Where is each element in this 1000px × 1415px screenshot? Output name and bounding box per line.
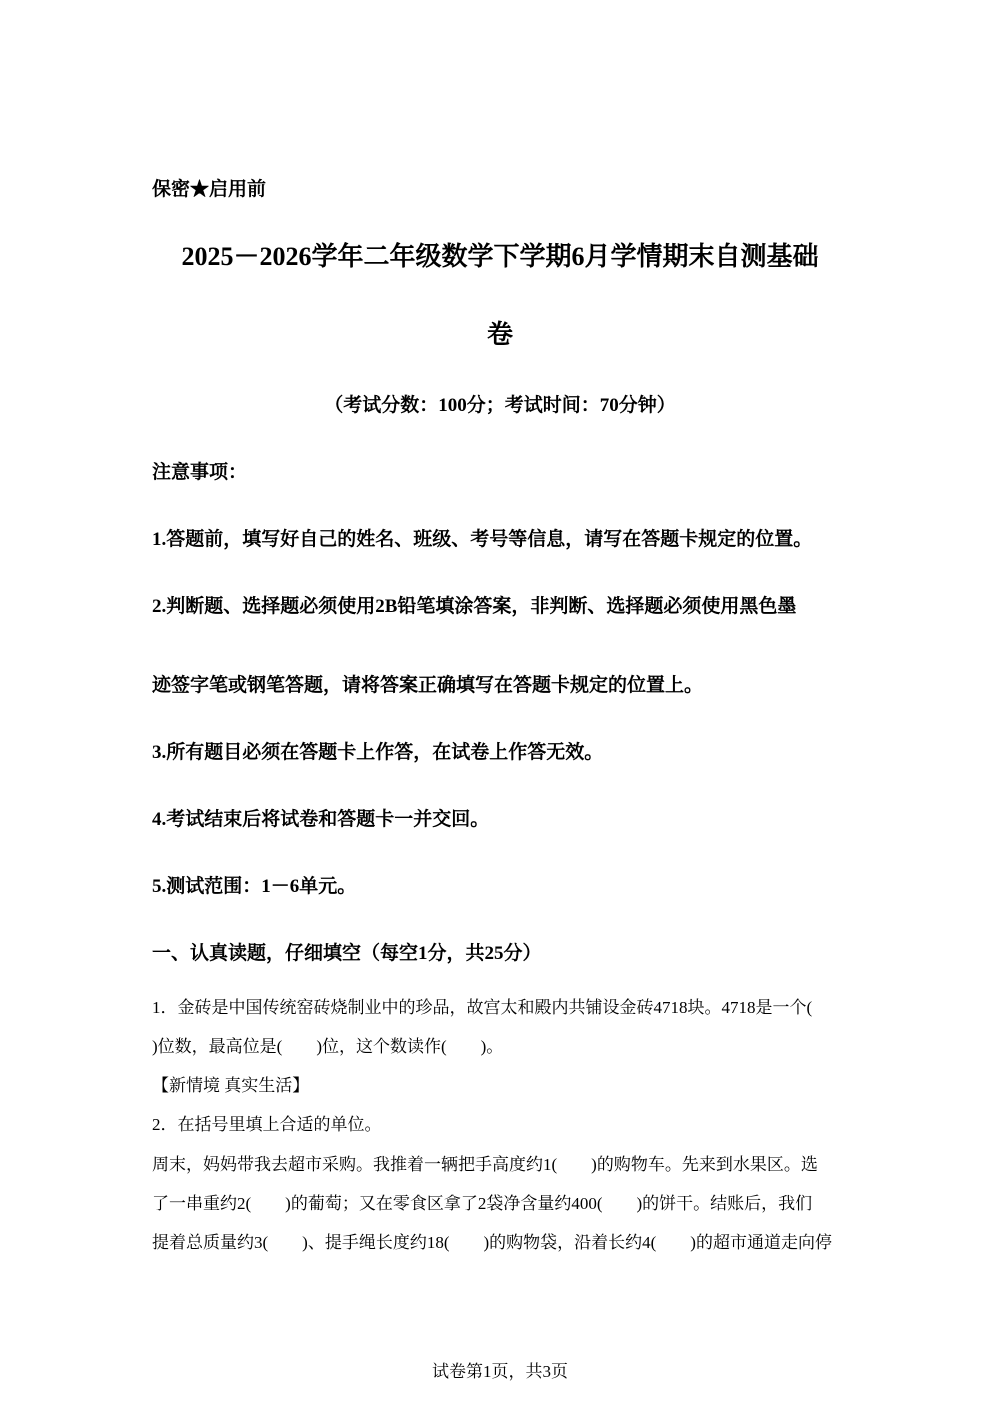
page-title-line2: 卷	[486, 320, 513, 349]
notice-item-continued: 迹签字笔或钢笔答题，请将答案正确填写在答题卡规定的位置上。	[152, 675, 704, 696]
question-2-line: 了一串重约2( )的葡萄；又在零食区拿了2袋净含量约400( )的饼干。结账后，我们	[152, 1194, 813, 1213]
question-1-line: )位数，最高位是( )位，这个数读作( )。	[152, 1037, 504, 1056]
notice-item: 5.测试范围：1－6单元。	[152, 876, 357, 897]
page-footer: 试卷第1页，共3页	[432, 1362, 568, 1381]
question-2-heading: 2．在括号里填上合适的单位。	[152, 1115, 382, 1134]
page-title-line1: 2025－2026学年二年级数学下学期6月学情期末自测基础	[181, 242, 819, 271]
notice-item: 2.判断题、选择题必须使用2B铅笔填涂答案，非判断、选择题必须使用黑色墨	[152, 596, 797, 617]
notice-heading: 注意事项：	[152, 462, 248, 483]
question-2-line: 提着总质量约3( )、提手绳长度约18( )的购物袋，沿着长约4( )的超市通道走向停	[152, 1233, 832, 1252]
exam-info: （考试分数：100分；考试时间：70分钟）	[324, 395, 676, 416]
notice-item: 3.所有题目必须在答题卡上作答，在试卷上作答无效。	[152, 742, 604, 763]
section-heading: 一、认真读题，仔细填空（每空1分，共25分）	[152, 943, 542, 964]
notice-item: 1.答题前，填写好自己的姓名、班级、考号等信息，请写在答题卡规定的位置。	[152, 529, 813, 550]
notice-item: 4.考试结束后将试卷和答题卡一并交回。	[152, 809, 490, 830]
question-1-line: 1．金砖是中国传统窑砖烧制业中的珍品，故宫太和殿内共铺设金砖4718块。4718是一个(	[152, 998, 813, 1017]
context-tag: 【新情境 真实生活】	[152, 1076, 310, 1095]
question-2-line: 周末，妈妈带我去超市采购。我推着一辆把手高度约1( )的购物车。先来到水果区。选	[152, 1155, 818, 1174]
confidential-label: 保密★启用前	[152, 179, 267, 200]
